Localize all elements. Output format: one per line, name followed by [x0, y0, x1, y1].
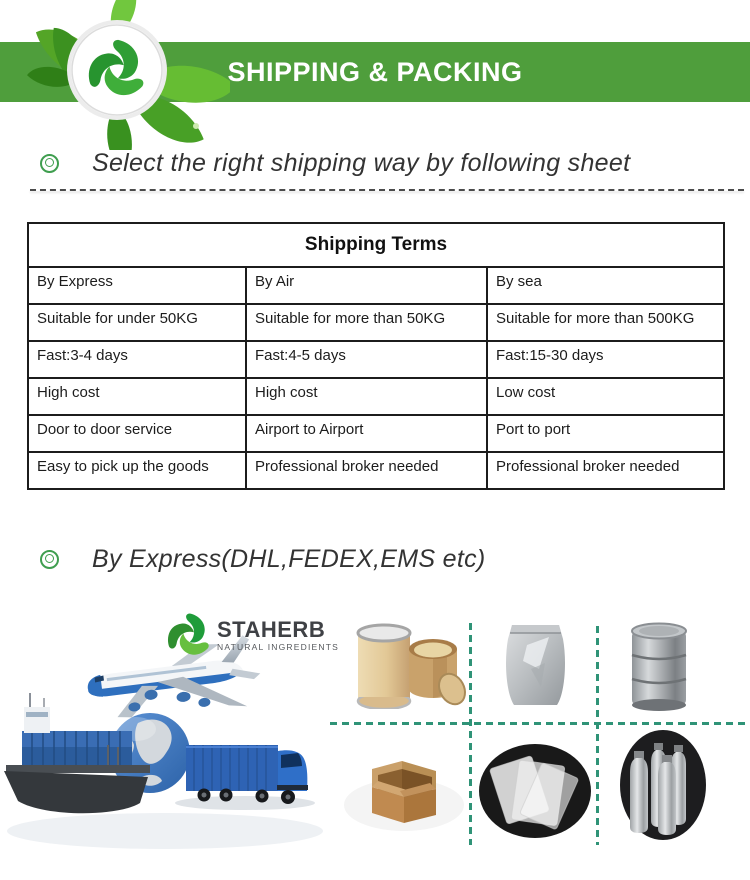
table-row: [28, 415, 724, 452]
table-row: [28, 304, 724, 341]
brand-tagline: NATURAL INGREDIENTS: [217, 641, 339, 652]
brand-name: STAHERB: [217, 616, 326, 642]
foil-bag-image: [497, 617, 575, 713]
plastic-bags-image: [477, 743, 593, 839]
heading-by-express: [40, 540, 486, 578]
table-cell: Suitable for more than 50KG: [246, 304, 487, 341]
ring-bullet-icon: [40, 550, 59, 569]
brand-text: [217, 616, 339, 652]
grid-dashed-line-horizontal: [330, 722, 748, 725]
steel-drum-image: [628, 621, 692, 711]
reflection: [7, 813, 323, 849]
table-cell: Fast:4-5 days: [246, 341, 487, 378]
bottle: [630, 743, 686, 835]
staherb-logo-icon: [166, 611, 212, 659]
table-title: Shipping Terms: [28, 223, 724, 267]
table-cell: Professional broker needed: [487, 452, 724, 489]
table-cell: Easy to pick up the goods: [28, 452, 246, 489]
banner-title: SHIPPING & PACKING: [227, 56, 523, 87]
paper-drums-image: [348, 617, 470, 709]
table-title-row: [28, 223, 724, 267]
table-cell: Door to door service: [28, 415, 246, 452]
table-row: [28, 378, 724, 415]
table-cell: By Air: [246, 267, 487, 304]
table-row: [28, 452, 724, 489]
shipping-terms-table: [27, 222, 725, 490]
aluminum-bottles-image: [618, 729, 708, 841]
table-row: [28, 341, 724, 378]
staherb-brandmark: [166, 611, 339, 659]
table-cell: Professional broker needed: [246, 452, 487, 489]
table-cell: Fast:3-4 days: [28, 341, 246, 378]
carton-box-image: [342, 747, 466, 833]
heading-text: Select the right shipping way by following sheet: [92, 148, 631, 177]
table-cell: Low cost: [487, 378, 724, 415]
table-row: [28, 267, 724, 304]
ring-bullet-icon: [40, 154, 59, 173]
grid-dashed-line-vertical: [596, 626, 599, 845]
table-cell: By Express: [28, 267, 246, 304]
table-cell: Airport to Airport: [246, 415, 487, 452]
dashed-separator: [30, 189, 744, 191]
table-cell: High cost: [28, 378, 246, 415]
heading-text: By Express(DHL,FEDEX,EMS etc): [92, 544, 486, 573]
table-cell: Suitable for under 50KG: [28, 304, 246, 341]
truck-image: [175, 745, 315, 810]
heading-shipping-way: [40, 144, 630, 182]
table-cell: High cost: [246, 378, 487, 415]
shipping-gallery: [0, 595, 750, 880]
table-cell: Fast:15-30 days: [487, 341, 724, 378]
leaf-recycle-logo-icon: [20, 0, 230, 150]
table-cell: Port to port: [487, 415, 724, 452]
table-cell: By sea: [487, 267, 724, 304]
table-cell: Suitable for more than 500KG: [487, 304, 724, 341]
